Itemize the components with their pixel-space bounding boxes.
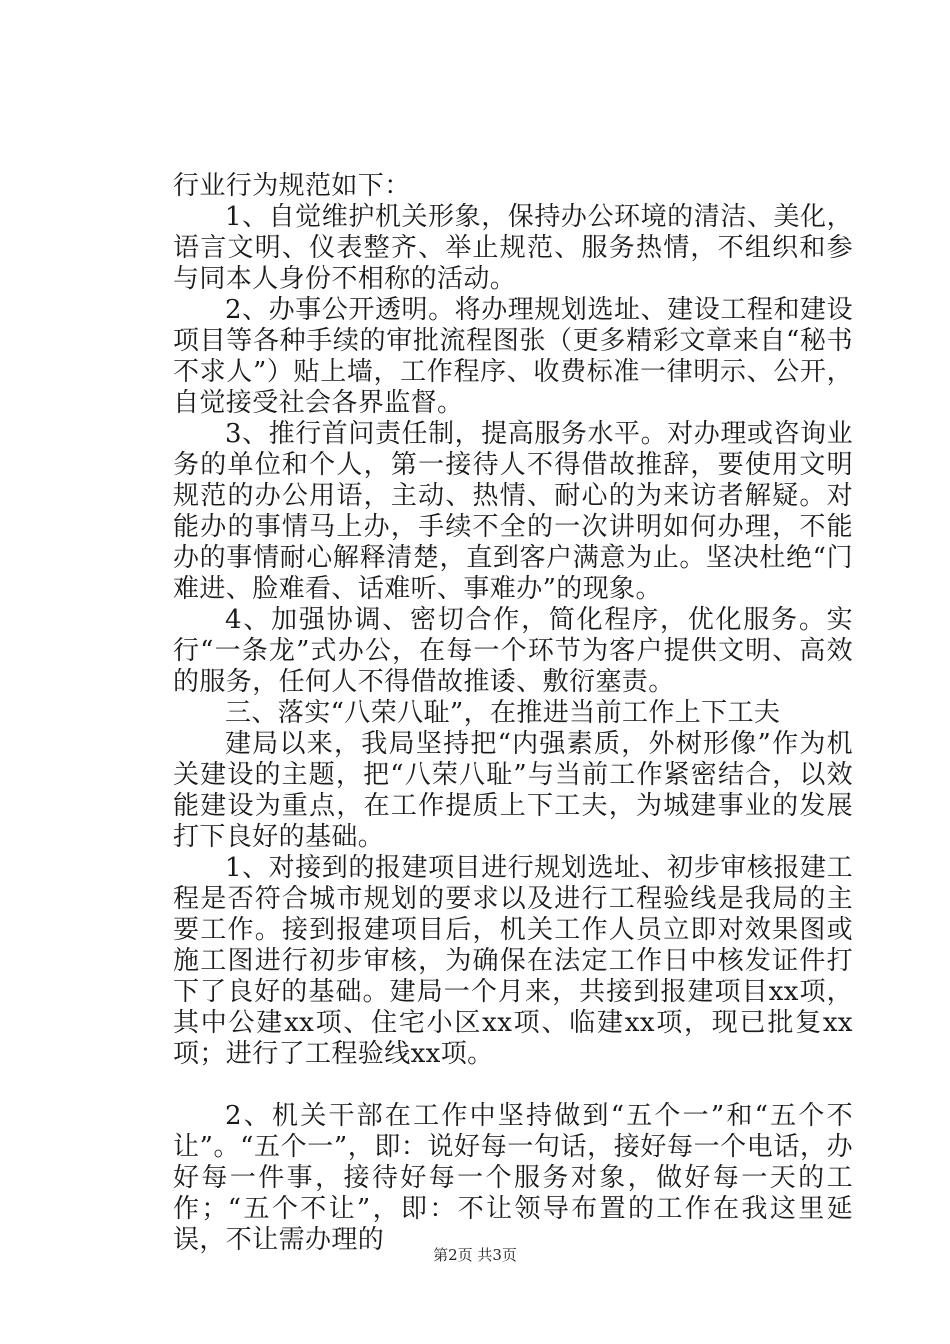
paragraph-section-intro: 建局以来，我局坚持把“内强素质，外树形像”作为机关建设的主题，把“八荣八耻”与当前工作紧密结合，以效能建设为重点，在工作提质上下工夫，为城建事业的发展打下良好的基础。 [173, 729, 853, 852]
paragraph-section-item-2: 2、机关干部在工作中坚持做到“五个一”和“五个不让”。“五个一”，即：说好每一句话，接好每一个电话，办好每一件事，接待好每一个服务对象，做好每一天的工作；“五个不让”，即：不让领导布置的工作在我这里延误，不让需办理的 [173, 1101, 853, 1255]
paragraph-intro: 行业行为规范如下： [173, 171, 411, 201]
page-number-label: 第2页 共3页 [433, 1246, 517, 1264]
section-heading: 三、落实“八荣八耻”，在推进当前工作上下工夫 [225, 698, 781, 728]
paragraph-item-4: 4、加强协调、密切合作，简化程序，优化服务。实行“一条龙”式办公，在每一个环节为客户提供文明、高效的服务，任何人不得借故推诿、敷衍塞责。 [173, 605, 853, 697]
paragraph-item-1: 1、自觉维护机关形象，保持办公环境的清洁、美化，语言文明、仪表整齐、举止规范、服务热情，不组织和参与同本人身份不相称的活动。 [173, 202, 853, 294]
paragraph-item-2: 2、办事公开透明。将办理规划选址、建设工程和建设项目等各种手续的审批流程图张（更多精彩文章来自“秘书不求人”）贴上墙，工作程序、收费标准一律明示、公开，自觉接受社会各界监督。 [173, 295, 853, 418]
paragraph-item-3: 3、推行首问责任制，提高服务水平。对办理或咨询业务的单位和个人，第一接待人不得借故推辞，要使用文明规范的办公用语，主动、热情、耐心的为来访者解疑。对能办的事情马上办，手续不全的一次讲明如何办理，不能办的事情耐心解释清楚，直到客户满意为止。坚决杜绝“门难进、脸难看、话难听、事难办”的现象。 [173, 419, 853, 604]
paragraph-section-item-1: 1、对接到的报建项目进行规划选址、初步审核报建工程是否符合城市规划的要求以及进行工程验线是我局的主要工作。接到报建项目后，机关工作人员立即对效果图或施工图进行初步审核，为确保在法定工作日中核发证件打下了良好的基础。建局一个月来，共接到报建项目xx项，其中公建xx项、住宅小区xx项、临建xx项，现已批复xx项；进行了工程验线xx项。 [173, 853, 853, 1069]
document-body [173, 171, 853, 1256]
page-footer [0, 1244, 950, 1265]
